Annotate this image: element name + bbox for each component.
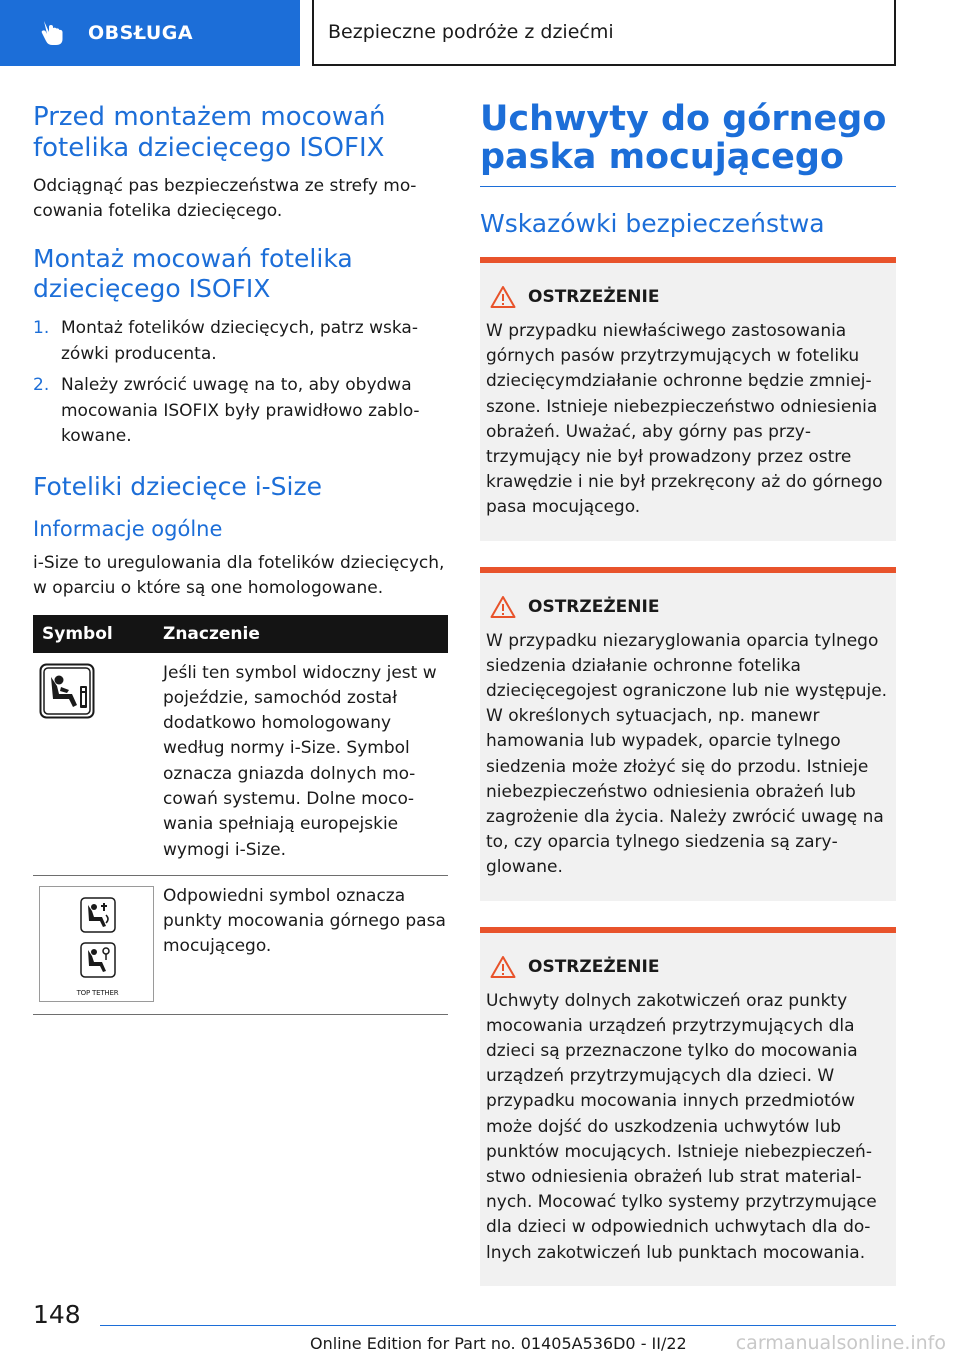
heading-before-mounting: Przed montażem mocowań fotelika dziecięcego ISOFIX bbox=[33, 102, 386, 163]
warning-text: W przypadku niewłaściwego zastosowania górnych pasów przytrzymujących w foteliku dziecięcymdziałanie ochronne będzie zmniejszone. Istnieje niebezpieczeństwo odniesienia obrażeń. Uważać, aby górny pas przytrzymujący nie był prowadzony przez ostre krawędzie i nie był przekręcony aż do górnego pasa mocującego. bbox=[486, 321, 883, 518]
right-column bbox=[480, 100, 896, 1286]
symbol-meaning: Jeśli ten symbol widoczny jest w pojeździe, samochód został dodatkowo homologowany według normy i-Size. Symbol oznacza gniazda dolnych mocowań systemu. Dolne mocowania spełniają europejskie wymogi i-Size. bbox=[163, 653, 448, 876]
pointing-hand-icon bbox=[38, 18, 68, 48]
heading-isize: Foteliki dziecięce i-Size bbox=[33, 471, 322, 501]
warning-triangle-icon bbox=[490, 595, 516, 619]
section-tab[interactable] bbox=[0, 0, 300, 66]
top-tether-symbol-box bbox=[39, 886, 154, 1002]
top-tether-seat-icon bbox=[80, 897, 116, 933]
page-main-title: Uchwyty do górnego paska mocującego bbox=[480, 99, 887, 177]
edition-info: Online Edition for Part no. 01405A536D0 - II/22 bbox=[310, 1334, 687, 1353]
symbol-table bbox=[33, 615, 448, 1015]
watermark: carmanualsonline.info bbox=[735, 1332, 946, 1354]
warning-box bbox=[480, 927, 896, 1286]
paragraph-before-mounting: Odciągnąć pas bezpieczeństwa ze strefy mocowania fotelika dziecięcego. bbox=[33, 176, 417, 221]
warning-box bbox=[480, 567, 896, 901]
page-footer bbox=[0, 1290, 960, 1362]
section-label: OBSŁUGA bbox=[88, 22, 194, 44]
heading-general-info: Informacje ogólne bbox=[33, 516, 223, 541]
list-item bbox=[33, 316, 448, 367]
column-header-symbol: Symbol bbox=[33, 615, 163, 653]
step-number: 1. bbox=[33, 318, 50, 338]
warning-text: Uchwyty dolnych zakotwiczeń oraz punkty mocowania urządzeń przytrzymujących dla dzieci są przeznaczone tylko do mocowania urządzeń przytrzymujących dla dzieci. W przypadku mocowania innych przedmiotów może dojść do uszkodzenia uchwytów lub punktów mocujących. Istnieje niebezpieczeństwo odniesienia obrażeń lub strat materialnych. Mocować tylko systemy przytrzymujące dla dzieci w odpowiednich uchwytach dla dolnych zakotwiczeń lub punktach mocowania. bbox=[486, 990, 877, 1263]
title-divider bbox=[480, 186, 896, 187]
left-column bbox=[33, 100, 448, 1015]
page-header bbox=[0, 0, 960, 66]
heading-safety-notes: Wskazówki bezpieczeństwa bbox=[480, 209, 825, 238]
warning-label: OSTRZEŻENIE bbox=[528, 956, 660, 977]
warning-triangle-icon bbox=[490, 955, 516, 979]
table-row bbox=[33, 653, 448, 876]
warning-box bbox=[480, 257, 896, 541]
chapter-title: Bezpieczne podróże z dziećmi bbox=[328, 21, 614, 43]
symbol-meaning: Odpowiedni symbol oznacza punkty mocowania górnego pasa mocującego. bbox=[163, 875, 448, 1014]
page-number: 148 bbox=[33, 1300, 81, 1329]
top-tether-anchor-icon bbox=[80, 942, 116, 978]
warning-label: OSTRZEŻENIE bbox=[528, 596, 660, 617]
step-text: Należy zwrócić uwagę na to, aby obydwa mocowania ISOFIX były prawidłowo zablokowane. bbox=[61, 375, 420, 446]
table-row bbox=[33, 875, 448, 1014]
chapter-title-box bbox=[312, 0, 896, 66]
heading-mounting: Montaż mocowań fotelika dziecięcego ISOFIX bbox=[33, 244, 353, 303]
footer-divider bbox=[100, 1325, 896, 1326]
warning-triangle-icon bbox=[490, 285, 516, 309]
warning-text: W przypadku niezaryglowania oparcia tylnego siedzenia działanie ochronne fotelika dziecięcegojest ograniczone lub nie występuje. W określonych sytuacjach, np. manewr hamowania lub wypadek, oparcie tylnego siedzenia może złożyć się do przodu. Istnieje niebezpieczeństwo odniesienia obrażeń lub zagrożenie dla życia. Należy zwrócić uwagę na to, czy oparcia tylnego siedzenia są zaryglowane. bbox=[486, 630, 888, 878]
list-item bbox=[33, 373, 448, 450]
mounting-steps bbox=[33, 316, 448, 450]
top-tether-caption: TOP TETHER bbox=[76, 988, 119, 997]
step-text: Montaż fotelików dziecięcych, patrz wskazówki producenta. bbox=[61, 318, 418, 364]
warning-label: OSTRZEŻENIE bbox=[528, 287, 660, 307]
column-header-meaning: Znaczenie bbox=[163, 615, 448, 653]
isize-child-seat-icon bbox=[39, 663, 95, 719]
paragraph-general-info: i-Size to uregulowania dla fotelików dziecięcych, w oparciu o które są one homologowane. bbox=[33, 552, 445, 598]
step-number: 2. bbox=[33, 375, 50, 395]
